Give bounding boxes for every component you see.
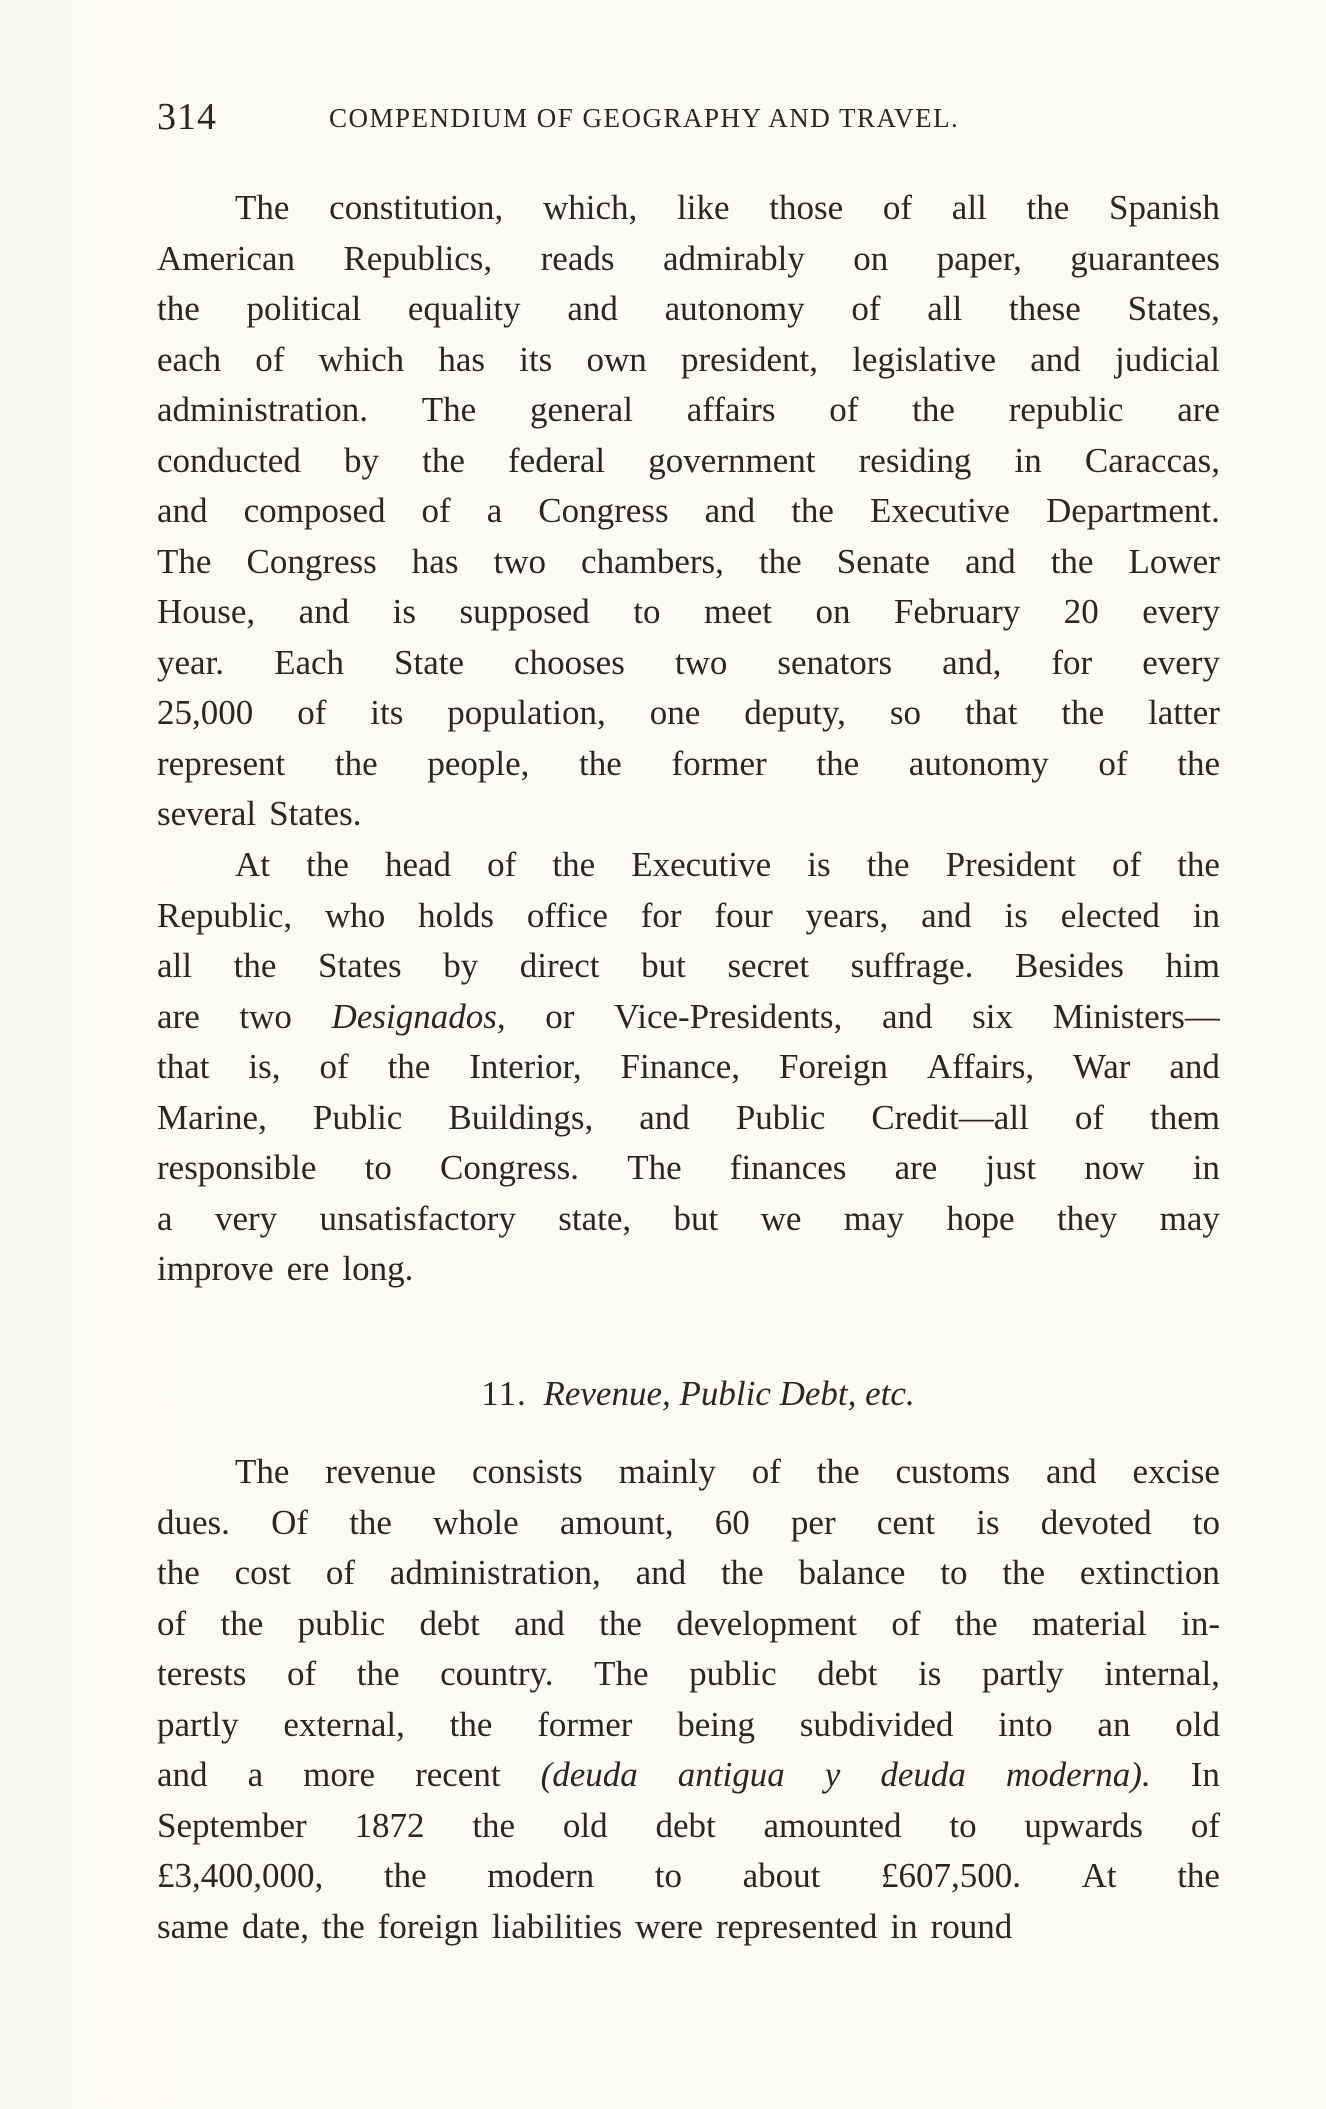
text-line: Republic, who holds office for four years, and is elected in [157, 895, 1220, 935]
section-title: Revenue, Public Debt, etc. [543, 1374, 915, 1413]
text-line: The constitution, which, like those of all the Spanish [235, 188, 1220, 227]
text-line: terests of the country. The public debt is partly internal, [157, 1654, 1220, 1693]
paragraph-constitution [157, 183, 1220, 840]
text-line: £3,400,000, the modern to about £607,500. At the [157, 1856, 1220, 1895]
text-line: and composed of a Congress and the Executive Department. [157, 491, 1220, 530]
text-line: partly external, the former being subdivided into an old [157, 1704, 1220, 1744]
text-line: and a more recent (deuda antigua y deuda moderna). In [157, 1755, 1220, 1794]
text-line: American Republics, reads admirably on paper, guarantees [157, 238, 1220, 278]
text-line: year. Each State chooses two senators and, for every [157, 642, 1220, 682]
text-line: 25,000 of its population, one deputy, so that the latter [157, 693, 1220, 732]
text-line: a very unsatisfactory state, but we may hope they may [157, 1198, 1220, 1238]
text-line: September 1872 the old debt amounted to upwards of [157, 1805, 1220, 1845]
text-line: improve ere long. [157, 1249, 414, 1288]
text-line: that is, of the Interior, Finance, Foreign Affairs, War and [157, 1047, 1220, 1086]
section-number: 11. [481, 1374, 527, 1413]
text-line: administration. The general affairs of the republic are [157, 390, 1220, 429]
text-line: dues. Of the whole amount, 60 per cent is devoted to [157, 1502, 1220, 1542]
text-line: Marine, Public Buildings, and Public Credit—all of them [157, 1097, 1220, 1137]
text-line: conducted by the federal government residing in Caraccas, [157, 440, 1220, 480]
page-header [157, 95, 1177, 151]
text-line: of the public debt and the development of the material in- [157, 1603, 1220, 1643]
running-title: COMPENDIUM OF GEOGRAPHY AND TRAVEL. [329, 103, 960, 133]
text-line: represent the people, the former the autonomy of the [157, 743, 1220, 783]
text-line: the political equality and autonomy of all these States, [157, 289, 1220, 328]
paragraph-executive [157, 840, 1220, 1295]
text-line: the cost of administration, and the balance to the extinction [157, 1553, 1220, 1592]
section-heading [0, 1374, 1326, 1414]
text-line: responsible to Congress. The finances are just now in [157, 1148, 1220, 1187]
text-line: all the States by direct but secret suffrage. Besides him [157, 946, 1220, 985]
paragraph-revenue [157, 1447, 1220, 1952]
text-line: same date, the foreign liabilities were represented in round [157, 1906, 1013, 1946]
text-line: The Congress has two chambers, the Senate and the Lower [157, 541, 1220, 581]
text-line: At the head of the Executive is the President of the [235, 845, 1220, 884]
text-line: The revenue consists mainly of the customs and excise [235, 1452, 1220, 1491]
text-line: several States. [157, 794, 362, 833]
text-line: are two Designados, or Vice-Presidents, and six Ministers— [157, 996, 1220, 1036]
text-line: each of which has its own president, legislative and judicial [157, 339, 1220, 379]
page-number: 314 [157, 96, 217, 138]
text-line: House, and is supposed to meet on February 20 every [157, 592, 1220, 631]
